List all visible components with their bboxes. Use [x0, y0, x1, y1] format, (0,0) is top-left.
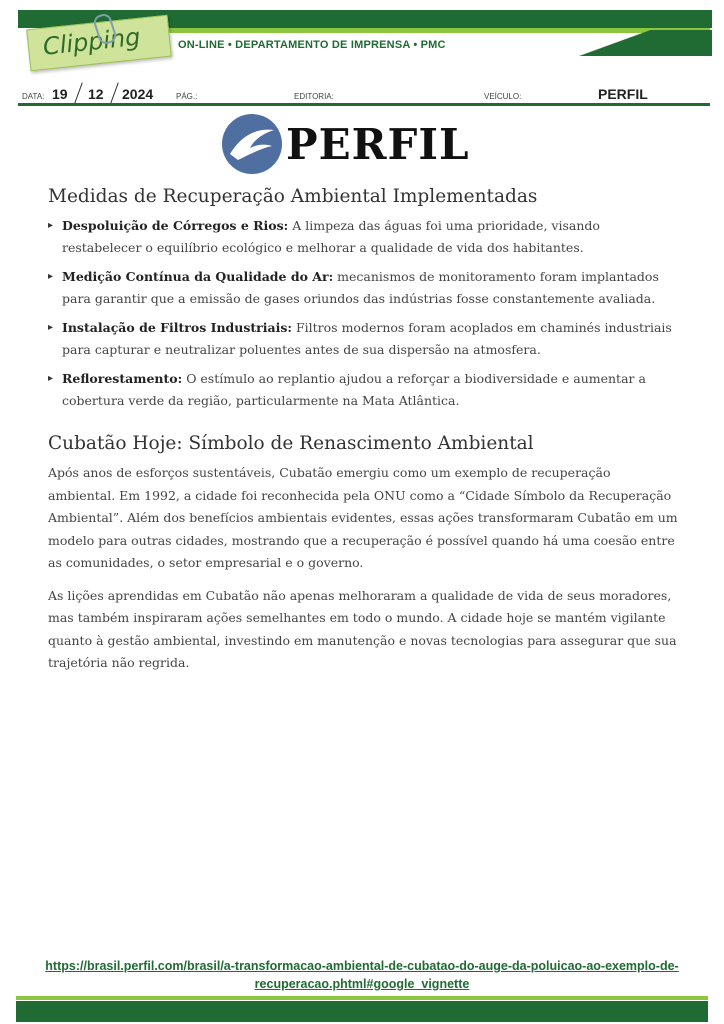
- clipping-label: Clipping: [41, 22, 142, 61]
- paragraph: As lições aprendidas em Cubatão não apenas melhoraram a qualidade de vida de seus moradores, mas também inspiraram ações semelhantes em todo o mundo. A cidade hoje se mantém vigilante quanto à gestão ambiental, investindo em manutenção e novas tecnologias para assegurar que sua trajetória não regrida.: [48, 587, 677, 670]
- perfil-bird-icon: [222, 114, 282, 174]
- perfil-logo-text: PERFIL: [286, 120, 470, 169]
- section-title-measures: Medidas de Recuperação Ambiental Implementadas: [48, 186, 538, 207]
- list-item-heading: Instalação de Filtros Industriais:: [62, 320, 293, 335]
- footer-lime-stripe: [16, 996, 708, 1000]
- header-tagline: ON-LINE • DEPARTAMENTO DE IMPRENSA • PMC: [178, 39, 446, 51]
- list-item: [48, 266, 678, 309]
- date-day: 19: [52, 86, 68, 102]
- article-content: [48, 186, 678, 685]
- bullet-icon: ▸: [48, 271, 54, 282]
- list-item-heading: Despoluição de Córregos e Rios:: [62, 218, 289, 233]
- list-item-heading: Medição Contínua da Qualidade do Ar:: [62, 269, 334, 284]
- bullet-icon: ▸: [48, 220, 54, 231]
- measures-list: [48, 215, 678, 411]
- list-item: [48, 215, 678, 258]
- list-item: [48, 368, 678, 411]
- list-item-text: Filtros modernos foram acoplados em chaminés industriais para capturar e neutralizar poluentes antes de sua dispersão na atmosfera.: [62, 320, 672, 357]
- date-separator: [110, 82, 118, 103]
- list-item-text: mecanismos de monitoramento foram implantados para garantir que a emissão de gases oriundos das indústrias fosse constantemente avaliada.: [62, 269, 659, 306]
- meta-divider: [18, 103, 710, 106]
- section-title-cubatao-today: Cubatão Hoje: Símbolo de Renascimento Ambiental: [48, 433, 534, 454]
- veiculo-value: PERFIL: [598, 86, 648, 102]
- date-separator: [74, 82, 82, 103]
- date-month: 12: [88, 86, 104, 102]
- paragraph: Após anos de esforços sustentáveis, Cubatão emergiu como um exemplo de recuperação ambiental. Em 1992, a cidade foi reconhecida pela ONU como a “Cidade Símbolo da Recuperação Ambiental”. Além dos benefícios ambientais evidentes, essas ações transformaram Cubatão em um modelo para outras cidades, mostrando que a recuperação é possível quando há uma coesão entre as comunidades, o setor empresarial e o governo.: [48, 465, 678, 570]
- list-item: [48, 317, 678, 360]
- footer-band: [16, 1001, 708, 1022]
- list-item-heading: Reflorestamento:: [62, 371, 183, 386]
- page-label: PÁG.:: [176, 92, 198, 101]
- perfil-logo: [222, 112, 502, 178]
- date-label: DATA:: [22, 92, 45, 101]
- list-item-text: A limpeza das águas foi uma prioridade, visando restabelecer o equilíbrio ecológico e melhorar a qualidade de vida dos habitantes.: [62, 218, 600, 255]
- source-link[interactable]: https://brasil.perfil.com/brasil/a-transformacao-ambiental-de-cubatao-do-auge-da-poluicao-ao-exemplo-de-recuperacao.phtml#google_vignette: [45, 959, 679, 991]
- date-year: 2024: [122, 86, 154, 102]
- bullet-icon: ▸: [48, 373, 54, 384]
- bullet-icon: ▸: [48, 322, 54, 333]
- veiculo-label: VEÍCULO:: [484, 92, 522, 101]
- header-swoosh: [560, 30, 712, 56]
- editoria-label: EDITORIA:: [294, 92, 334, 101]
- list-item-text: O estímulo ao replantio ajudou a reforçar a biodiversidade e aumentar a cobertura verde da região, particularmente na Mata Atlântica.: [62, 371, 646, 408]
- meta-row: [22, 86, 710, 104]
